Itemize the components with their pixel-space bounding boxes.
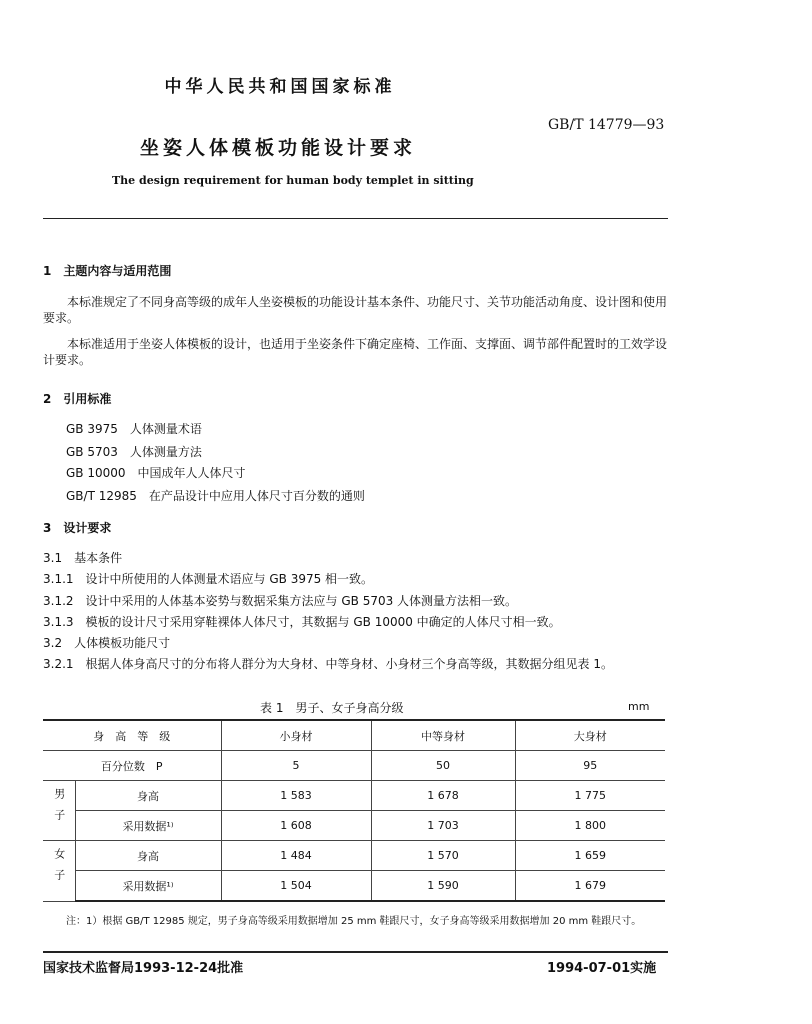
header-medium: 中等身材 bbox=[371, 720, 515, 751]
table-cell: 1 775 bbox=[515, 781, 665, 811]
clause-3-2: 3.2 人体模板功能尺寸 bbox=[43, 636, 171, 650]
table-row-percentile bbox=[43, 751, 665, 781]
table-cell: 5 bbox=[221, 751, 371, 781]
male-group-text: 男子 bbox=[52, 788, 66, 830]
female-group-text: 女子 bbox=[52, 848, 66, 891]
header-large: 大身材 bbox=[515, 720, 665, 751]
table-row-male-height bbox=[43, 781, 665, 811]
approval-line: 国家技术监督局1993-12-24批准 bbox=[43, 961, 244, 976]
table-unit: mm bbox=[628, 700, 650, 713]
table-cell: 1 608 bbox=[221, 811, 371, 841]
section-3-heading: 3 设计要求 bbox=[43, 521, 112, 535]
section-1-paragraph-2: 本标准适用于坐姿人体模板的设计，也适用于坐姿条件下确定座椅、工作面、支撑面、调节部件配置时的工效学设计要求。 bbox=[43, 337, 668, 367]
row-label: 采用数据¹⁾ bbox=[75, 871, 221, 902]
table-row-male-adopted bbox=[43, 811, 665, 841]
clause-3-2-1: 3.2.1 根据人体身高尺寸的分布将人群分为大身材、中等身材、小身材三个身高等级，其数据分组见表 1。 bbox=[43, 657, 613, 671]
clause-3-1: 3.1 基本条件 bbox=[43, 551, 123, 565]
document-title-cn: 坐姿人体模板功能设计要求 bbox=[140, 137, 417, 159]
female-group-label bbox=[43, 841, 75, 902]
row-label: 身高 bbox=[75, 841, 221, 871]
section-1-heading: 1 主题内容与适用范围 bbox=[43, 264, 172, 278]
table-header-row bbox=[43, 720, 665, 751]
row-label: 身高 bbox=[75, 781, 221, 811]
header-small: 小身材 bbox=[221, 720, 371, 751]
table-cell: 1 583 bbox=[221, 781, 371, 811]
row-label: 采用数据¹⁾ bbox=[75, 811, 221, 841]
table-footnote: 注：1）根据 GB/T 12985 规定，男子身高等级采用数据增加 25 mm 鞋跟尺寸，女子身高等级采用数据增加 20 mm 鞋跟尺寸。 bbox=[66, 916, 642, 927]
section-2-heading: 2 引用标准 bbox=[43, 392, 112, 406]
clause-3-1-2: 3.1.2 设计中采用的人体基本姿势与数据采集方法应与 GB 5703 人体测量方法相一致。 bbox=[43, 594, 518, 608]
clause-3-1-3: 3.1.3 模板的设计尺寸采用穿鞋裸体人体尺寸，其数据与 GB 10000 中确定的人体尺寸相一致。 bbox=[43, 615, 561, 629]
table-caption: 表 1 男子、女子身高分级 bbox=[260, 701, 404, 715]
reference-item: GB/T 12985 在产品设计中应用人体尺寸百分数的通则 bbox=[66, 489, 365, 503]
standard-number: GB/T 14779—93 bbox=[548, 117, 665, 133]
implementation-date: 1994-07-01实施 bbox=[547, 961, 657, 976]
table-cell: 95 bbox=[515, 751, 665, 781]
table-cell: 1 703 bbox=[371, 811, 515, 841]
table-cell: 1 679 bbox=[515, 871, 665, 902]
table-cell: 1 484 bbox=[221, 841, 371, 871]
percentile-label: 百分位数 P bbox=[43, 751, 221, 781]
table-cell: 1 570 bbox=[371, 841, 515, 871]
reference-item: GB 5703 人体测量方法 bbox=[66, 445, 202, 459]
male-group-label bbox=[43, 781, 75, 841]
document-title-en: The design requirement for human body templet in sitting bbox=[112, 174, 474, 187]
table-cell: 1 590 bbox=[371, 871, 515, 902]
clause-3-1-1: 3.1.1 设计中所使用的人体测量术语应与 GB 3975 相一致。 bbox=[43, 572, 374, 586]
table-row-female-adopted bbox=[43, 871, 665, 902]
table-cell: 1 678 bbox=[371, 781, 515, 811]
table-cell: 50 bbox=[371, 751, 515, 781]
top-divider bbox=[43, 218, 668, 219]
bottom-divider bbox=[43, 951, 668, 953]
table-cell: 1 504 bbox=[221, 871, 371, 902]
reference-item: GB 3975 人体测量术语 bbox=[66, 422, 202, 436]
table-cell: 1 659 bbox=[515, 841, 665, 871]
section-1-paragraph-1: 本标准规定了不同身高等级的成年人坐姿模板的功能设计基本条件、功能尺寸、关节功能活动角度、设计图和使用要求。 bbox=[43, 295, 668, 325]
national-standard-label: 中华人民共和国国家标准 bbox=[164, 77, 396, 97]
table-row-female-height bbox=[43, 841, 665, 871]
header-grade: 身 高 等 级 bbox=[43, 720, 221, 751]
table-cell: 1 800 bbox=[515, 811, 665, 841]
reference-item: GB 10000 中国成年人人体尺寸 bbox=[66, 466, 246, 480]
height-grade-table bbox=[43, 719, 665, 902]
